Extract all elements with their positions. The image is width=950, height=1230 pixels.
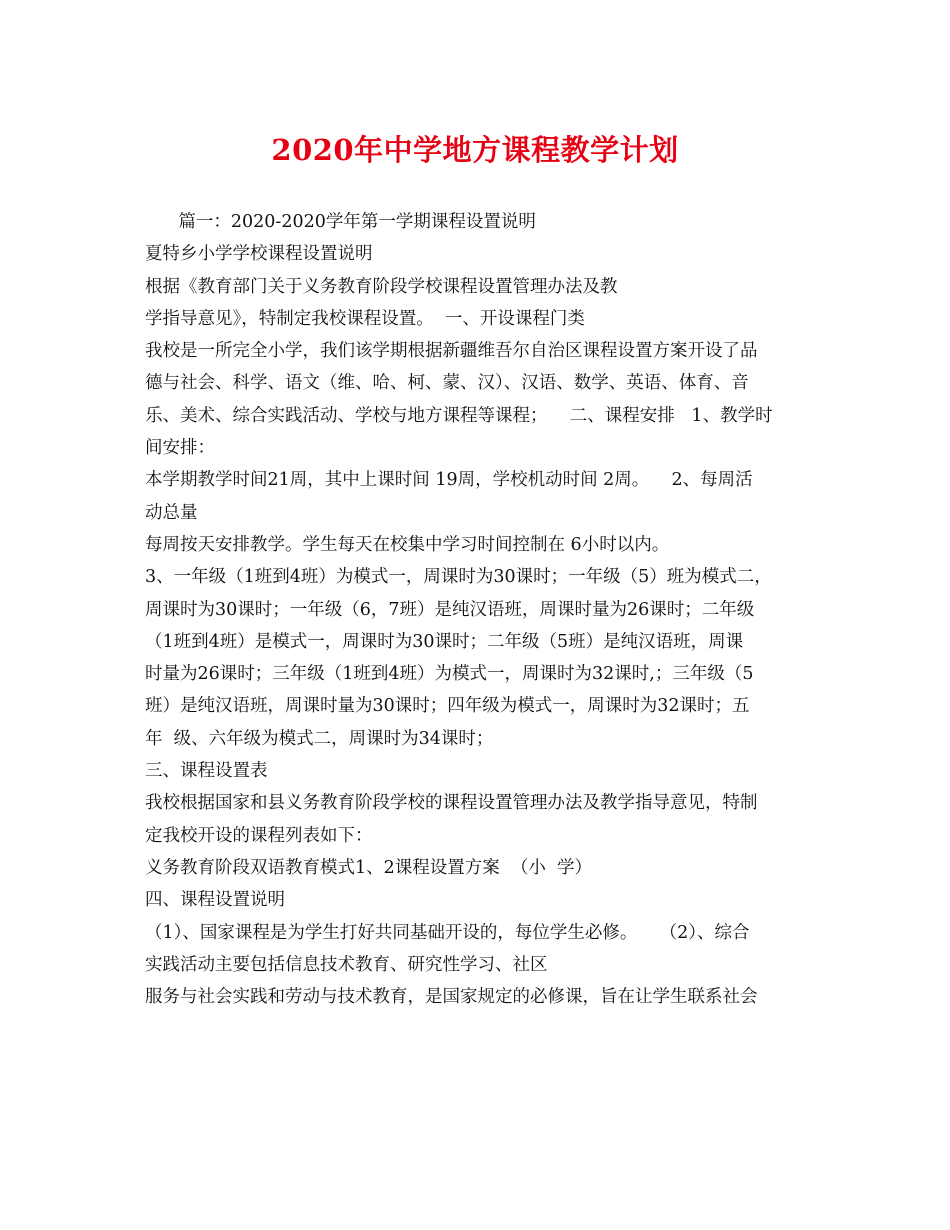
body-line: 篇一：2020-2020学年第一学期课程设置说明 xyxy=(145,212,536,232)
body-line: 义务教育阶段双语教育模式1、2课程设置方案 （小 学） xyxy=(145,857,593,878)
body-line: 动总量 xyxy=(145,502,198,523)
body-line: 根据《教育部门关于义务教育阶段学校课程设置管理办法及教 xyxy=(145,276,618,297)
body-line: （1）、国家课程是为学生打好共同基础开设的，每位学生必修。 （2）、综合 xyxy=(145,922,750,943)
body-line: 每周按天安排教学。学生每天在校集中学习时间控制在 6小时以内。 xyxy=(145,534,670,555)
body-line: 我校根据国家和县义务教育阶段学校的课程设置管理办法及教学指导意见，特制 xyxy=(145,793,758,814)
body-line: 乐、美术、综合实践活动、学校与地方课程等课程； 二、课程安排 1、教学时 xyxy=(145,405,773,426)
body-line: 德与社会、科学、语文（维、哈、柯、蒙、汉）、汉语、数学、英语、体育、音 xyxy=(145,373,749,394)
document-title: 2020年中学地方课程教学计划 xyxy=(271,133,679,167)
body-line: 3、一年级（1班到4班）为模式一，周课时为30课时；一年级（5）班为模式二， xyxy=(145,567,772,588)
body-line: 班）是纯汉语班，周课时量为30课时；四年级为模式一，周课时为32课时；五 xyxy=(145,696,750,717)
body-line: 三、课程设置表 xyxy=(145,761,268,782)
body-line: 时量为26课时；三年级（1班到4班）为模式一，周课时为32课时,；三年级（5 xyxy=(145,664,754,685)
body-line: 实践活动主要包括信息技术教育、研究性学习、社区 xyxy=(145,954,548,975)
body-line: 年 级、六年级为模式二，周课时为34课时； xyxy=(145,728,494,749)
body-line: （1班到4班）是模式一，周课时为30课时；二年级（5班）是纯汉语班，周课 xyxy=(145,631,744,652)
body-line: 间安排： xyxy=(145,438,215,459)
body-line: 本学期教学时间21周，其中上课时间 19周，学校机动时间 2周。 2、每周活 xyxy=(145,470,753,491)
body-line: 定我校开设的课程列表如下： xyxy=(145,825,373,846)
body-line: 学指导意见》，特制定我校课程设置。 一、开设课程门类 xyxy=(145,308,585,329)
body-line: 服务与社会实践和劳动与技术教育，是国家规定的必修课，旨在让学生联系社会 xyxy=(145,987,758,1008)
document-body xyxy=(145,206,815,1013)
body-line: 周课时为30课时；一年级（6，7班）是纯汉语班，周课时量为26课时；二年级 xyxy=(145,599,755,620)
body-line: 四、课程设置说明 xyxy=(145,890,285,911)
body-line: 我校是一所完全小学，我们该学期根据新疆维吾尔自治区课程设置方案开设了品 xyxy=(145,341,758,362)
body-line: 夏特乡小学学校课程设置说明 xyxy=(145,244,373,265)
